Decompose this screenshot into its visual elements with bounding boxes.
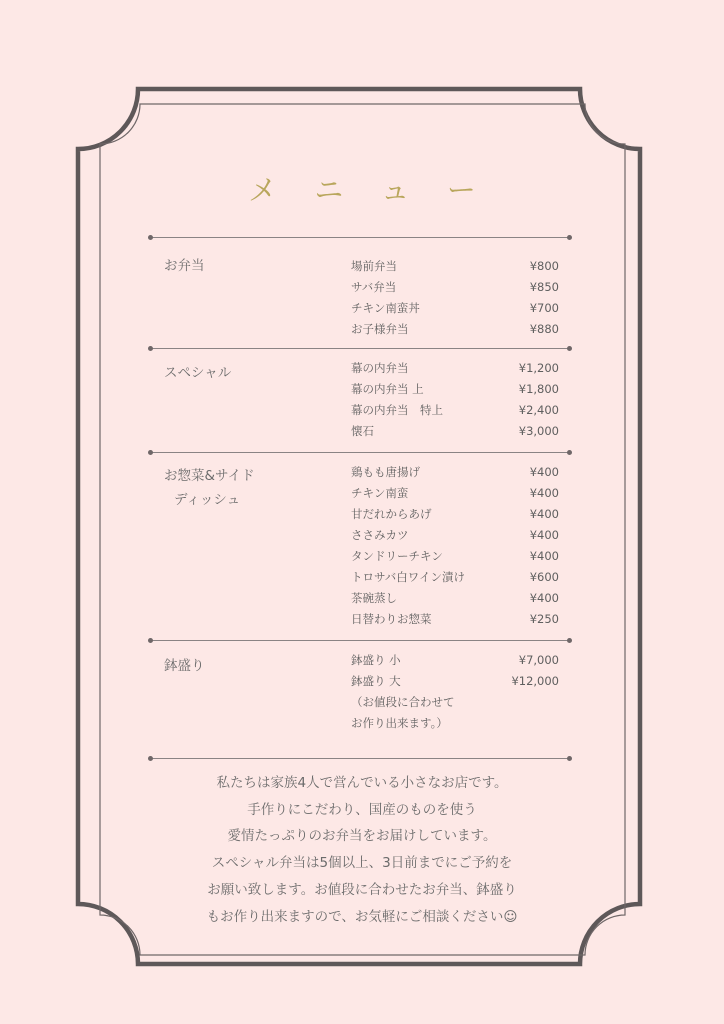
note-line: お作り出来ます。） (351, 716, 448, 730)
item-price: ¥7,000 (518, 653, 559, 667)
item-name: お子様弁当 (351, 322, 409, 336)
category-label-line: お弁当 (164, 258, 205, 274)
menu-item (351, 525, 559, 546)
menu-item (351, 358, 559, 379)
menu-item-list (351, 256, 559, 340)
note-line: （お値段に合わせて (351, 695, 455, 709)
divider (150, 452, 570, 453)
menu-item (351, 400, 559, 421)
item-price: ¥3,000 (518, 424, 559, 438)
item-name: ささみカツ (351, 528, 409, 542)
item-price: ¥850 (529, 280, 559, 294)
divider (150, 348, 570, 349)
menu-item (351, 650, 559, 671)
message-line: もお作り出来ますので、お気軽にご相談ください☺ (206, 908, 518, 925)
item-name: サバ弁当 (351, 280, 397, 294)
category-label-line: スペシャル (164, 365, 232, 381)
menu-item-list (351, 650, 559, 734)
message-line: スペシャル弁当は5個以上、3日前までにご予約を (211, 855, 513, 872)
category-label-line: 鉢盛り (164, 658, 205, 674)
item-name: 鉢盛り 小 (351, 653, 401, 667)
menu-item (351, 256, 559, 277)
divider (150, 758, 570, 759)
menu-item (351, 379, 559, 400)
item-price: ¥2,400 (518, 403, 559, 417)
message-line: 手作りにこだわり、国産のものを使う (247, 801, 477, 818)
item-name: 懐石 (351, 424, 374, 438)
item-price: ¥700 (529, 301, 559, 315)
category-label (164, 654, 314, 678)
menu-title: メ ニ ュ ー (248, 173, 490, 207)
item-name: チキン南蛮丼 (351, 301, 420, 315)
category-label-line: ディッシュ (174, 492, 241, 508)
item-price: ¥400 (529, 507, 559, 521)
message-line: 愛情たっぷりのお弁当をお届けしています。 (227, 828, 497, 845)
item-price: ¥250 (529, 612, 559, 626)
category-label (164, 464, 314, 512)
item-name: タンドリーチキン (351, 549, 443, 563)
category-label (164, 254, 314, 278)
menu-item (351, 483, 559, 504)
item-price: ¥400 (529, 549, 559, 563)
menu-item (351, 462, 559, 483)
item-price: ¥1,200 (518, 361, 559, 375)
item-price: ¥880 (529, 322, 559, 336)
category-label-line: お惣菜&サイド (164, 468, 255, 484)
menu-item (351, 671, 559, 692)
menu-item (351, 504, 559, 525)
item-name: 幕の内弁当 特上 (351, 403, 443, 417)
item-name: チキン南蛮 (351, 486, 409, 500)
item-name: 鉢盛り 大 (351, 674, 401, 688)
item-name: 場前弁当 (351, 259, 397, 273)
menu-item (351, 567, 559, 588)
item-price: ¥400 (529, 528, 559, 542)
shop-message (0, 770, 724, 930)
item-name: 茶碗蒸し (351, 591, 397, 605)
menu-item (351, 319, 559, 340)
message-line: 私たちは家族4人で営んでいる小さなお店です。 (216, 775, 508, 791)
menu-item (351, 421, 559, 442)
item-price: ¥600 (529, 570, 559, 584)
menu-item-list (351, 358, 559, 442)
menu-item (351, 609, 559, 630)
item-name: 日替わりお惣菜 (351, 612, 432, 626)
divider (150, 640, 570, 641)
item-name: 幕の内弁当 上 (351, 382, 424, 396)
item-name: 幕の内弁当 (351, 361, 409, 375)
category-label (164, 361, 314, 385)
item-name: 鶏もも唐揚げ (351, 465, 420, 479)
item-price: ¥400 (529, 465, 559, 479)
menu-item (351, 277, 559, 298)
item-price: ¥400 (529, 486, 559, 500)
item-name: トロサバ白ワイン漬け (351, 570, 465, 584)
item-price: ¥1,800 (518, 382, 559, 396)
item-price: ¥400 (529, 591, 559, 605)
message-line: お願い致します。お値段に合わせたお弁当、鉢盛り (207, 881, 517, 898)
divider (150, 237, 570, 238)
menu-item (351, 298, 559, 319)
menu-item (351, 546, 559, 567)
menu-item-list (351, 462, 559, 630)
item-name: 甘だれからあげ (351, 507, 432, 521)
item-price: ¥12,000 (511, 674, 559, 688)
platter-note (351, 692, 559, 734)
item-price: ¥800 (529, 259, 559, 273)
menu-item (351, 588, 559, 609)
